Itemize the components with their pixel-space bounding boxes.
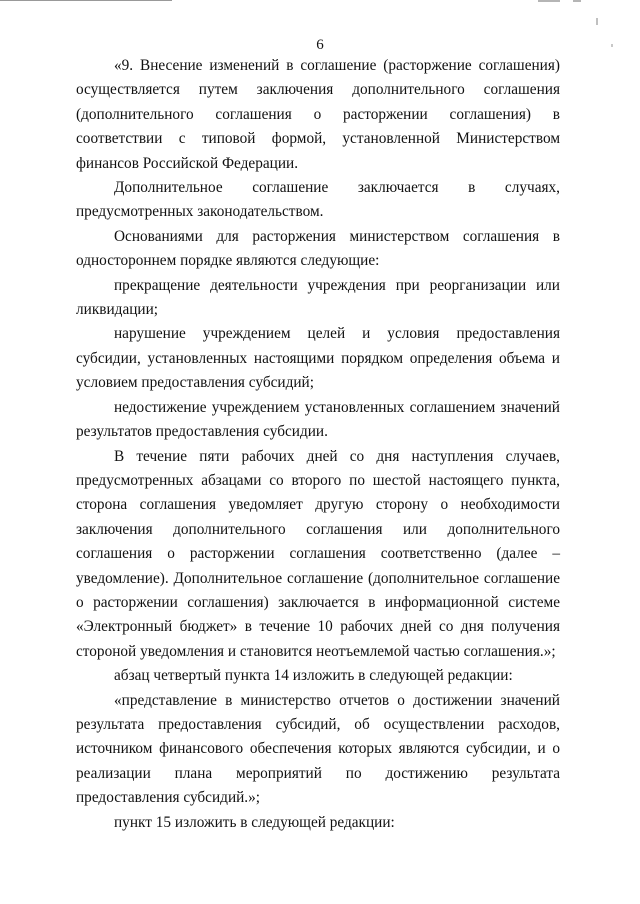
paragraph: прекращение деятельности учреждения при реорганизации или ликвидации; bbox=[76, 276, 560, 319]
paragraph: Основаниями для расторжения министерством соглашения в одностороннем порядке являются следующие: bbox=[76, 227, 560, 270]
paragraph: «представление в министерство отчетов о достижении значений результата предоставления субсидий, об осуществлении расходов, источником финансового обеспечения которых являются субсидии, и о реализации плана мероприятий по достижению результата предоставления субсидий.»; bbox=[76, 691, 560, 807]
paragraph: недостижение учреждением установленных соглашением значений результатов предоставления субсидии. bbox=[76, 398, 560, 441]
scan-edge-mark bbox=[538, 0, 560, 2]
paragraph: нарушение учреждением целей и условия предоставления субсидии, установленных настоящими порядком определения объема и условием предоставления субсидий; bbox=[76, 325, 560, 392]
paragraph: абзац четвертый пункта 14 изложить в следующей редакции: bbox=[114, 667, 513, 685]
scan-speck bbox=[596, 18, 598, 25]
scan-edge-mark bbox=[573, 0, 581, 2]
paragraph: Дополнительное соглашение заключается в случаях, предусмотренных законодательством. bbox=[76, 179, 560, 221]
paragraph: В течение пяти рабочих дней со дня наступления случаев, предусмотренных абзацами со второго по шестой настоящего пункта, сторона соглашения уведомляет другую сторону о необходимости заключения дополнительного соглашения или дополнительного соглашения о расторжении соглашения соответственно (далее – уведомление). Дополнительное соглашение (дополнительное соглашение о расторжении соглашения) заключается в информационной системе «Электронный бюджет» в течение 10 рабочих дней со дня получения стороной уведомления и становится неотъемлемой частью соглашения.»; bbox=[76, 447, 560, 660]
scan-edge-mark bbox=[0, 0, 172, 1]
document-body bbox=[76, 54, 560, 835]
paragraph: пункт 15 изложить в следующей редакции: bbox=[114, 813, 395, 831]
paragraph-clause-9: «9. Внесение изменений в соглашение (расторжение соглашения) осуществляется путем заключения дополнительного соглашения (дополнительного соглашения о расторжении соглашения) в соответствии с типовой формой, установленной Министерством финансов Российской Федерации. bbox=[76, 57, 560, 172]
page-number: 6 bbox=[316, 37, 324, 53]
